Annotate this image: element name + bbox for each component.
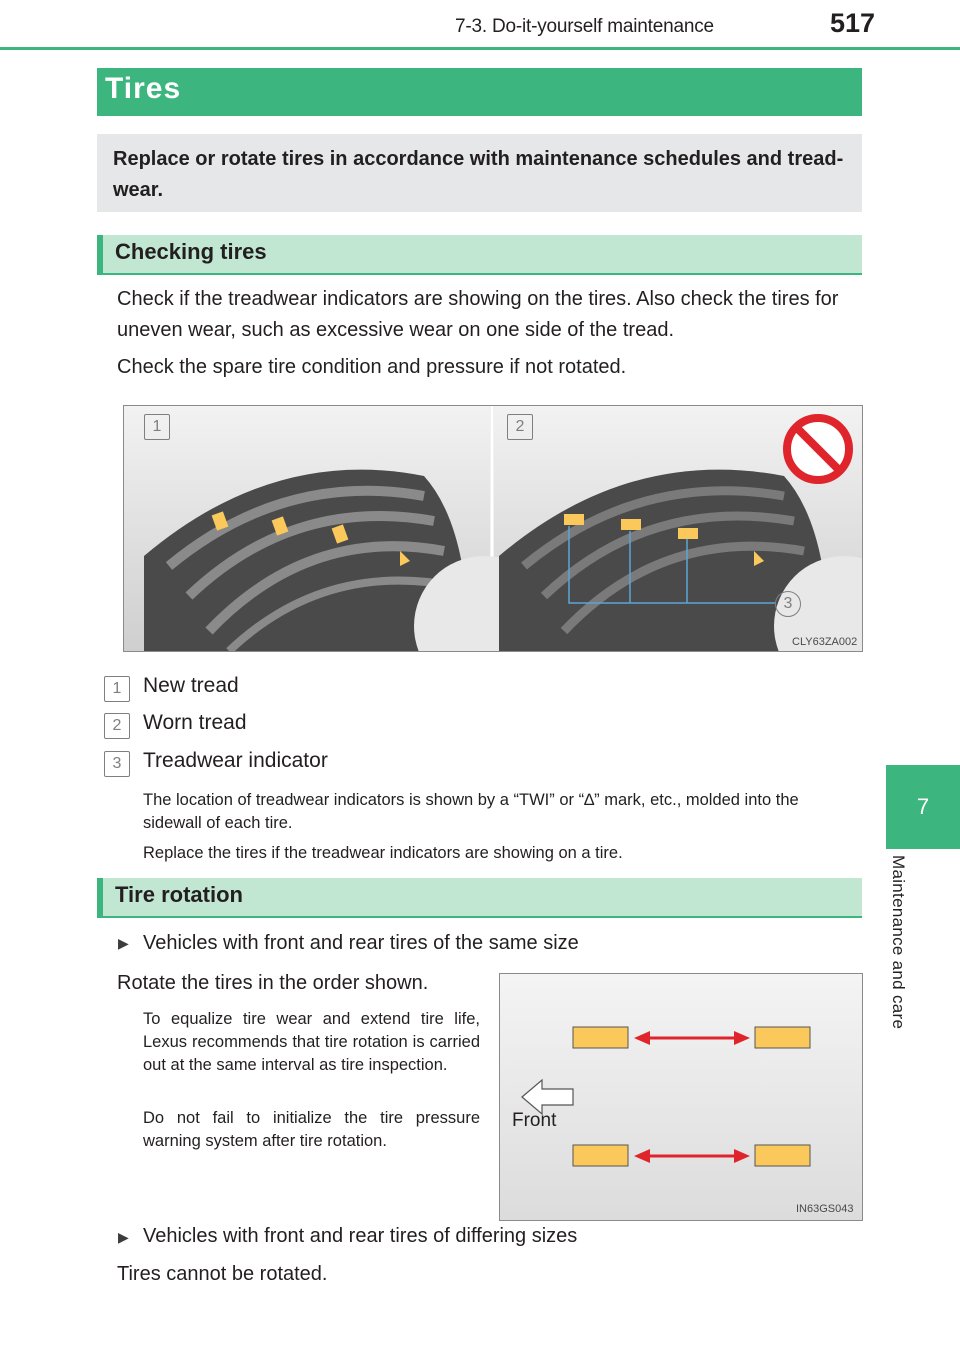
callout-1: 1 [144, 414, 170, 440]
list-number-2: 2 [104, 713, 130, 739]
callout-3: 3 [775, 591, 801, 617]
intro-box [97, 134, 862, 212]
rotation-diagram [500, 974, 862, 1220]
treadwear-figure [123, 405, 863, 652]
page-number: 517 [830, 8, 876, 38]
checking-paragraph-2: Check the spare tire condition and pressure if not rotated. [117, 356, 627, 378]
chapter-number: 7 [916, 794, 930, 819]
treadwear-note-1: The location of treadwear indicators is shown by a “TWI” or “∆” mark, etc., molded into the sidewall of each tire. [143, 791, 799, 832]
rotation-case-2: Vehicles with front and rear tires of differing sizes [143, 1225, 578, 1247]
tire-illustration [124, 406, 862, 651]
chapter-side-label: Maintenance and care [889, 855, 908, 1030]
rotation-figure [499, 973, 863, 1221]
treadwear-note-2: Replace the tires if the treadwear indicators are showing on a tire. [143, 844, 623, 862]
rotation-note-2: Do not fail to initialize the tire pressure warning system after tire rotation. [143, 1109, 480, 1150]
intro-text: Replace or rotate tires in accordance with maintenance schedules and tread-wear. [113, 148, 844, 201]
list-number-1: 1 [104, 676, 130, 702]
tire-front-left [573, 1027, 628, 1048]
checking-paragraph-1: Check if the treadwear indicators are showing on the tires. Also check the tires for uneven wear, such as excessive wear on one side of the tread. [117, 288, 839, 341]
rotation-case-2-text: Tires cannot be rotated. [117, 1263, 328, 1285]
list-item-worn-tread: Worn tread [143, 711, 247, 734]
rotation-note-1: To equalize tire wear and extend tire life, Lexus recommends that tire rotation is carried out at the same interval as tire inspection. [143, 1010, 480, 1074]
list-item-treadwear-indicator: Treadwear indicator [143, 749, 328, 772]
front-label: Front [512, 1110, 557, 1131]
prohibited-icon [787, 418, 849, 480]
chapter-tab [886, 765, 960, 849]
rotation-figure-code: IN63GS043 [796, 1203, 854, 1215]
header-rule [0, 47, 960, 50]
subheading-tire-rotation: Tire rotation [97, 878, 862, 918]
section-title: Tires [105, 72, 182, 105]
list-number-3: 3 [104, 751, 130, 777]
figure-code: CLY63ZA002 [792, 636, 858, 648]
running-header: 7-3. Do-it-yourself maintenance [455, 16, 714, 37]
bullet-triangle-icon: ▶ [118, 1229, 129, 1245]
subheading-checking-tires: Checking tires [97, 235, 862, 275]
tire-rear-left [573, 1145, 628, 1166]
tire-front-right [755, 1027, 810, 1048]
tire-rear-right [755, 1145, 810, 1166]
section-title-bar [97, 68, 862, 116]
callout-2: 2 [507, 414, 533, 440]
list-item-new-tread: New tread [143, 674, 239, 697]
rotation-case-1: Vehicles with front and rear tires of the same size [143, 932, 579, 954]
bullet-triangle-icon: ▶ [118, 935, 129, 951]
rotation-case-1-text: Rotate the tires in the order shown. [117, 972, 429, 994]
